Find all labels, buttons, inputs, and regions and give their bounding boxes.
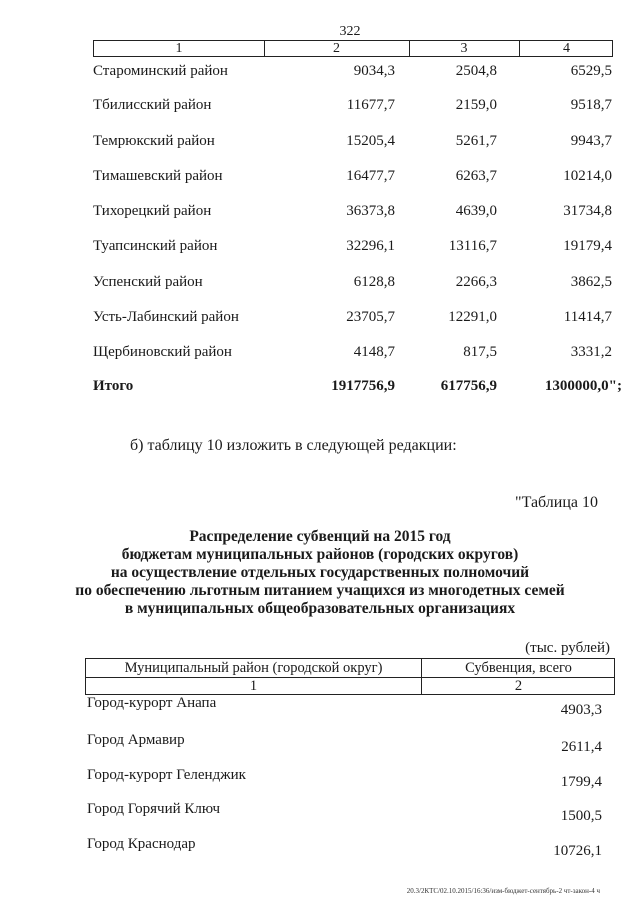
value-col2: 9034,3 [353,63,395,79]
value-col4: 6529,5 [570,63,612,79]
table1-header-col4: 4 [563,41,570,56]
value-col3: 6263,7 [455,168,497,184]
value-col4: 9943,7 [570,133,612,149]
district-name: Усть-Лабинский район [93,309,239,325]
value-col2: 16477,7 [346,168,395,184]
table-row [0,238,640,262]
table-row [0,133,640,157]
value-col4: 31734,8 [563,203,612,219]
table-row [0,732,640,754]
value-col2: 11677,7 [346,97,395,113]
table-row [0,63,640,87]
total-col2: 1917756,9 [331,378,395,394]
table-row [0,203,640,227]
amendment-paragraph: б) таблицу 10 изложить в следующей редакции: [130,437,457,454]
total-label: Итого [93,378,134,394]
district-name: Темрюкский район [93,133,215,149]
value-col3: 2266,3 [455,274,497,290]
table2-numbering [85,677,615,695]
page-number: 322 [339,24,361,39]
district-name: Город-курорт Геленджик [87,767,246,783]
subvention-value: 1500,5 [560,808,602,824]
value-col2: 23705,7 [346,309,395,325]
table-row [0,97,640,121]
district-name: Туапсинский район [93,238,218,254]
value-col3: 2504,8 [455,63,497,79]
title-line: в муниципальных общеобразовательных организациях [124,600,516,617]
district-name: Город Краснодар [87,836,196,852]
value-col2: 32296,1 [346,238,395,254]
document-footer: 20.3/2КТС/02.10.2015/16:36/изм-бюджет-сентябрь-2 чт-закон-4 ч [406,887,600,895]
district-name: Щербиновский район [93,344,232,360]
district-name: Староминский район [93,63,228,79]
table2-num-col2: 2 [514,678,523,694]
table-row [0,836,640,858]
table2-num-col1: 1 [249,678,258,694]
value-col4: 10214,0 [563,168,612,184]
value-col4: 3331,2 [570,344,612,360]
total-row [0,378,640,402]
table-row [0,274,640,298]
value-col4: 19179,4 [563,238,612,254]
value-col3: 817,5 [463,344,497,360]
title-line: бюджетам муниципальных районов (городских округов) [121,546,519,563]
table-caption: "Таблица 10 [515,494,598,511]
value-col4: 11414,7 [563,309,612,325]
total-col3: 617756,9 [440,378,497,394]
table1-header-col3: 3 [460,41,468,56]
total-col4: 1300000,0"; [544,378,622,394]
district-name: Город-курорт Анапа [87,695,217,711]
subvention-value: 1799,4 [560,774,602,790]
value-col3: 12291,0 [448,309,497,325]
table1-header-col2: 2 [333,41,340,56]
subvention-value: 2611,4 [561,739,602,755]
table2-header-district: Муниципальный район (городской округ) [124,660,383,676]
district-name: Успенский район [93,274,203,290]
district-name: Тбилисский район [93,97,212,113]
district-name: Тимашевский район [93,168,223,184]
title-line: по обеспечению льготным питанием учащихся из многодетных семей [75,582,565,599]
table-row [0,801,640,823]
value-col3: 4639,0 [455,203,497,219]
value-col3: 5261,7 [455,133,497,149]
subvention-value: 10726,1 [553,843,602,859]
value-col3: 2159,0 [455,97,497,113]
value-col2: 4148,7 [353,344,395,360]
value-col2: 6128,8 [353,274,395,290]
value-col4: 9518,7 [570,97,612,113]
table-row [0,767,640,789]
district-name: Город Армавир [87,732,185,748]
title-line: Распределение субвенций на 2015 год [189,528,451,545]
district-name: Тихорецкий район [93,203,212,219]
units-label: (тыс. рублей) [525,640,610,656]
table2-header [85,658,615,678]
value-col3: 13116,7 [448,238,497,254]
table-row [0,309,640,333]
table1-header-col1: 1 [175,41,183,56]
table1-header [93,40,613,57]
table-row [0,344,640,368]
value-col4: 3862,5 [570,274,612,290]
table-row [0,695,640,717]
subvention-value: 4903,3 [560,702,602,718]
title-line: на осуществление отдельных государственных полномочий [110,564,530,581]
table2-header-subvention: Субвенция, всего [465,660,572,676]
value-col2: 36373,8 [346,203,395,219]
table-row [0,168,640,192]
value-col2: 15205,4 [346,133,395,149]
district-name: Город Горячий Ключ [87,801,221,817]
